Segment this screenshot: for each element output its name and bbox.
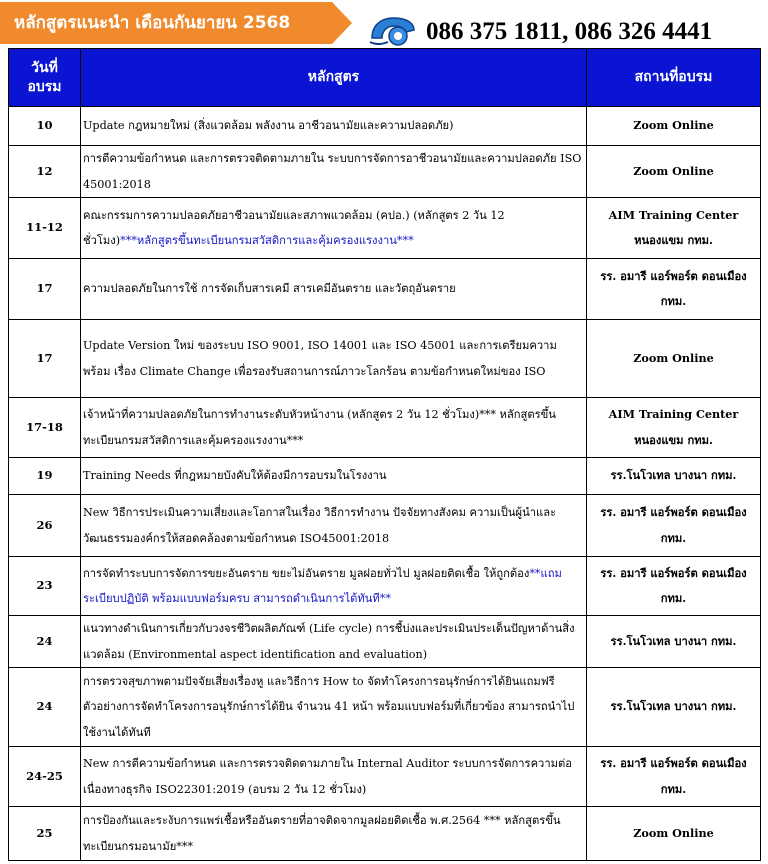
row-place: Zoom Online (587, 146, 761, 198)
course-schedule-table (8, 48, 761, 861)
row-course (81, 616, 587, 668)
row-date: 11-12 (9, 198, 81, 259)
row-date: 17-18 (9, 398, 81, 458)
row-place: รร. อมารี แอร์พอร์ต ดอนเมือง กทม. (587, 747, 761, 807)
column-header-course: หลักสูตร (81, 49, 587, 107)
course-title: การตรวจสุขภาพตามปัจจัยเสี่ยงเรื่องหู และวิธีการ How to จัดทำโครงการอนุรักษ์การได้ยินแถมฟรี ตัวอย่างการจัดทำโครงการอนุรักษ์การได้ยิน จำนวน 41 หน้า พร้อมแบบฟอร์มที่เกี่ยวข้อง สามารถนำไปใช้งานได้ทันที (83, 674, 575, 739)
banner-title: หลักสูตรแนะนำ เดือนกันยายน 2568 (14, 13, 291, 33)
table-row (9, 320, 761, 398)
course-title: New วิธีการประเมินความเสี่ยงและโอกาสในเรื่อง วิธีการทำงาน ปัจจัยทางสังคม ความเป็นผู้นำและวัฒนธรรมองค์กรให้สอดคล้องตามข้อกำหนด ISO45001:2018 (83, 506, 557, 545)
row-date: 25 (9, 807, 81, 861)
course-title: การจัดทำระบบการจัดการขยะอันตราย ขยะไม่อันตราย มูลฝอยทั่วไป มูลฝอยติดเชื้อ ให้ถูกต้อง (83, 566, 530, 580)
title-banner (0, 2, 352, 44)
row-course (81, 495, 587, 557)
column-header-date: วันที่ อบรม (9, 49, 81, 107)
table-row (9, 747, 761, 807)
page-header (0, 0, 768, 48)
course-title: Training Needs ที่กฎหมายบังคับให้ต้องมีการอบรมในโรงงาน (83, 469, 387, 483)
course-title: คณะกรรมการความปลอดภัยอาชีวอนามัยและสภาพแวดล้อม (คปอ.) (หลักสูตร 2 วัน 12 ชั่วโมง) (83, 208, 505, 247)
row-place: AIM Training Center หนองแขม กทม. (587, 198, 761, 259)
row-date: 23 (9, 557, 81, 616)
row-course (81, 198, 587, 259)
course-title: แนวทางดำเนินการเกี่ยวกับวงจรชีวิตผลิตภัณฑ์ (Life cycle) การชี้บ่งและประเมินประเด็นปัญหาด้านสิ่งแวดล้อม (Environmental aspect identification and evaluation) (83, 622, 575, 661)
course-note: **แถมระเบียบปฏิบัติ พร้อมแบบฟอร์มครบ สามารถดำเนินการได้ทันที** (83, 566, 562, 605)
row-date: 10 (9, 107, 81, 146)
row-place: Zoom Online (587, 807, 761, 861)
course-title: การป้องกันและระงับการแพร่เชื้อหรืออันตรายที่อาจติดจากมูลฝอยติดเชื้อ พ.ศ.2564 *** หลักสูตรขึ้นทะเบียนกรมอนามัย*** (83, 814, 561, 853)
table-row (9, 146, 761, 198)
row-place: Zoom Online (587, 107, 761, 146)
row-place: รร. อมารี แอร์พอร์ต ดอนเมือง กทม. (587, 557, 761, 616)
table-row (9, 107, 761, 146)
row-date: 17 (9, 320, 81, 398)
row-place: AIM Training Center หนองแขม กทม. (587, 398, 761, 458)
table-row (9, 398, 761, 458)
table-row (9, 495, 761, 557)
row-place: Zoom Online (587, 320, 761, 398)
telephone-icon (368, 8, 416, 48)
table-row (9, 259, 761, 320)
row-date: 17 (9, 259, 81, 320)
phone-numbers: 086 375 1811, 086 326 4441 (426, 18, 713, 45)
row-course (81, 458, 587, 495)
table-row (9, 616, 761, 668)
row-date: 26 (9, 495, 81, 557)
row-course (81, 747, 587, 807)
row-date: 12 (9, 146, 81, 198)
row-course (81, 557, 587, 616)
row-course (81, 668, 587, 747)
course-title: Update Version ใหม่ ของระบบ ISO 9001, ISO 14001 และ ISO 45001 และการเตรียมความพร้อม เรื่อง Climate Change เพื่อรองรับสถานการณ์ภาวะโลกร้อน ตามข้อกำหนดใหม่ของ ISO (83, 339, 557, 378)
table-row (9, 668, 761, 747)
table-row (9, 458, 761, 495)
row-date: 24 (9, 616, 81, 668)
row-course (81, 398, 587, 458)
row-course (81, 146, 587, 198)
row-course (81, 107, 587, 146)
row-place: รร. อมารี แอร์พอร์ต ดอนเมือง กทม. (587, 495, 761, 557)
course-title: เจ้าหน้าที่ความปลอดภัยในการทำงานระดับหัวหน้างาน (หลักสูตร 2 วัน 12 ชั่วโมง)*** หลักสูตรขึ้นทะเบียนกรมสวัสดิการและคุ้มครองแรงงาน*** (83, 408, 556, 447)
row-place: รร.โนโวเทล บางนา กทม. (587, 616, 761, 668)
row-place: รร. อมารี แอร์พอร์ต ดอนเมือง กทม. (587, 259, 761, 320)
row-date: 19 (9, 458, 81, 495)
course-title: New การตีความข้อกำหนด และการตรวจติดตามภายใน Internal Auditor ระบบการจัดการความต่อเนื่องทางธุรกิจ ISO22301:2019 (อบรม 2 วัน 12 ชั่วโมง) (83, 757, 572, 796)
row-place: รร.โนโวเทล บางนา กทม. (587, 458, 761, 495)
table-row (9, 807, 761, 861)
table-row (9, 557, 761, 616)
row-date: 24 (9, 668, 81, 747)
course-note: ***หลักสูตรขึ้นทะเบียนกรมสวัสดิการและคุ้มครองแรงงาน*** (120, 234, 414, 247)
course-title: ความปลอดภัยในการใช้ การจัดเก็บสารเคมี สารเคมีอันตราย และวัตถุอันตราย (83, 282, 456, 296)
row-course (81, 320, 587, 398)
row-date: 24-25 (9, 747, 81, 807)
course-title: Update กฎหมายใหม่ (สิ่งแวดล้อม พลังงาน อาชีวอนามัยและความปลอดภัย) (83, 119, 454, 133)
column-header-place: สถานที่อบรม (587, 49, 761, 107)
row-course (81, 807, 587, 861)
table-row (9, 198, 761, 259)
row-course (81, 259, 587, 320)
table-header-row (9, 49, 761, 107)
course-title: การตีความข้อกำหนด และการตรวจติดตามภายใน ระบบการจัดการอาชีวอนามัยและความปลอดภัย ISO 45001:2018 (83, 152, 582, 191)
row-place: รร.โนโวเทล บางนา กทม. (587, 668, 761, 747)
